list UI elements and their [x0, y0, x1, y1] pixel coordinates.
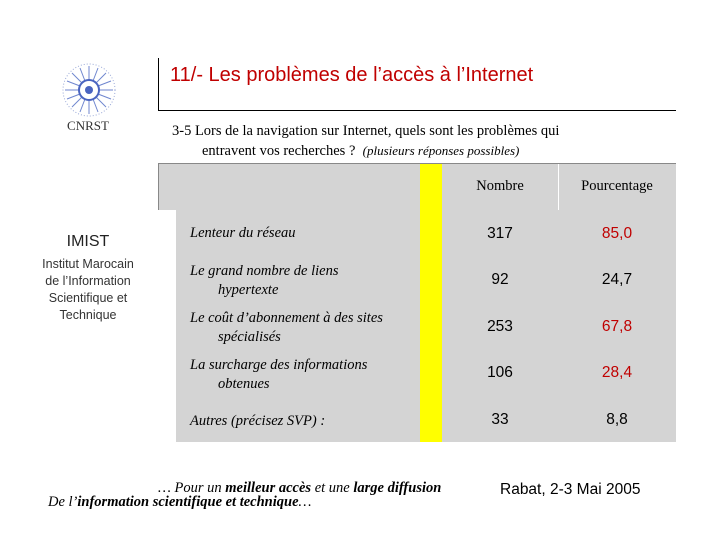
header-vertical-rule	[158, 58, 159, 110]
row-label	[190, 262, 418, 300]
footer-date: Rabat, 2-3 Mai 2005	[500, 481, 641, 498]
footer-text: …	[298, 494, 312, 510]
row-nombre: 106	[487, 364, 513, 381]
row-pourcentage: 85,0	[601, 225, 633, 242]
row-pourcentage: 67,8	[601, 318, 633, 335]
footer-slogan-line-2	[48, 494, 378, 511]
footer-text-bold: information scientifique et technique	[77, 494, 299, 510]
row-label-line: La surcharge des informations	[190, 357, 368, 373]
row-nombre: 92	[491, 271, 509, 288]
row-label	[190, 224, 418, 243]
org-acronym: IMIST	[66, 233, 110, 250]
table-left-border	[158, 164, 159, 210]
column-header-pourcentage: Pourcentage	[581, 178, 653, 194]
footer-text: … Pour un	[158, 480, 226, 496]
cnrst-logo	[54, 60, 124, 120]
row-label	[190, 309, 418, 347]
row-label-line: Le coût d’abonnement à des sites	[190, 310, 383, 326]
logo-label: CNRST	[67, 118, 109, 133]
row-label-line: spécialisés	[218, 329, 281, 345]
header-horizontal-rule	[158, 110, 676, 111]
row-label-line: Le grand nombre de liens	[190, 263, 339, 279]
row-label	[190, 356, 418, 394]
header-column-separator	[558, 164, 559, 210]
org-full-name	[34, 256, 142, 324]
org-name-line: de l’Information	[45, 274, 131, 288]
footer-text: De l’	[48, 494, 78, 510]
question-text	[172, 122, 672, 161]
row-pourcentage: 28,4	[601, 364, 633, 381]
yellow-column-separator	[420, 164, 442, 442]
row-pourcentage: 8,8	[606, 411, 628, 428]
row-label-line: Lenteur du réseau	[190, 225, 296, 241]
question-main: entravent vos recherches ?	[202, 143, 356, 159]
row-label-line: obtenues	[218, 376, 270, 392]
org-name-line: Technique	[59, 308, 117, 322]
row-label	[190, 412, 418, 431]
footer-text-bold: large diffusion	[353, 480, 442, 496]
question-note: (plusieurs réponses possibles)	[362, 143, 520, 158]
row-label-line: hypertexte	[218, 282, 279, 298]
row-label-line: Autres (précisez SVP) :	[190, 413, 326, 429]
row-nombre: 317	[487, 225, 513, 242]
row-pourcentage: 24,7	[601, 271, 633, 288]
footer-text: et une	[311, 480, 354, 496]
table-top-border	[158, 163, 676, 164]
question-line-2	[172, 141, 672, 161]
org-name-line: Institut Marocain	[42, 257, 134, 271]
row-nombre: 33	[491, 411, 509, 428]
column-header-nombre: Nombre	[476, 178, 524, 194]
slide-title: 11/- Les problèmes de l’accès à l’Internet	[170, 64, 534, 86]
question-line-1: 3-5 Lors de la navigation sur Internet, quels sont les problèmes qui	[172, 123, 560, 139]
org-name-line: Scientifique et	[48, 291, 128, 305]
footer-text-bold: meilleur accès	[225, 480, 312, 496]
row-nombre: 253	[487, 318, 513, 335]
